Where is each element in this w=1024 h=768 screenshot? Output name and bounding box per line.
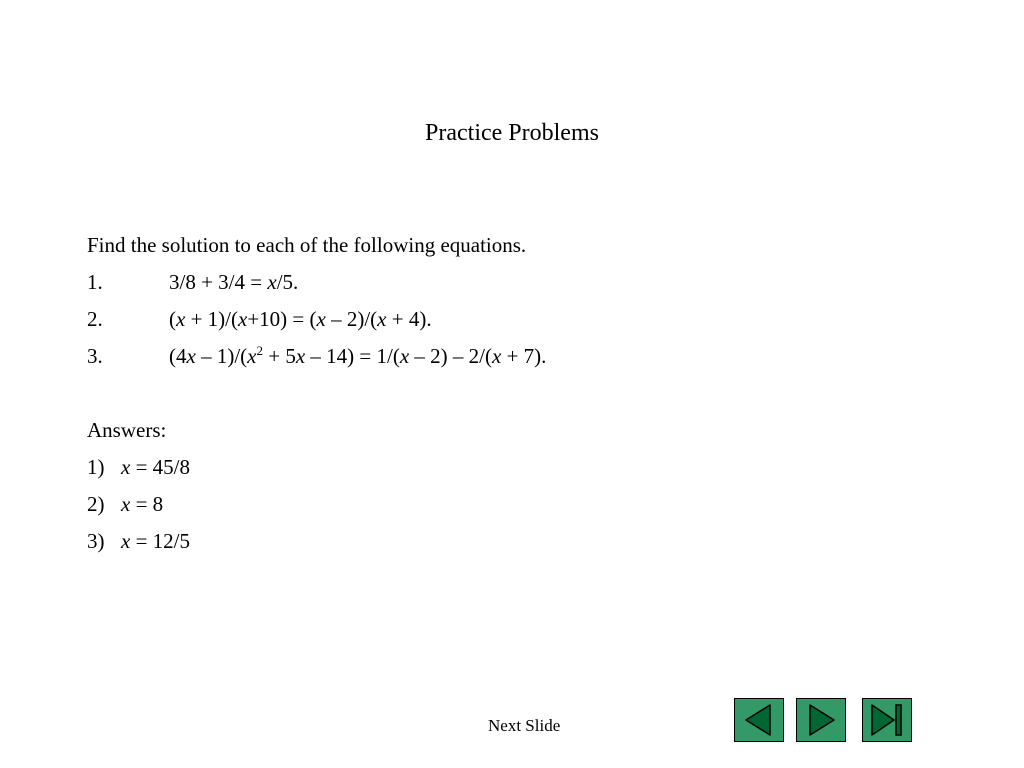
answer-number: 2) xyxy=(87,492,105,516)
problem-3 xyxy=(87,338,546,375)
answer-value: = 8 xyxy=(130,492,164,516)
problem-equation: (x + 1)/(x+10) = (x – 2)/(x + 4). xyxy=(169,307,432,331)
intro-text: Find the solution to each of the following equations. xyxy=(87,233,527,257)
answer-value: = 12/5 xyxy=(130,529,191,553)
next-slide-button[interactable] xyxy=(796,698,846,742)
answers-label: Answers: xyxy=(87,418,167,442)
problem-number: 1. xyxy=(87,270,103,294)
problem-1 xyxy=(87,264,546,301)
problem-number: 3. xyxy=(87,344,103,368)
answer-2 xyxy=(87,486,546,523)
next-slide-link[interactable]: Next Slide xyxy=(488,716,561,735)
previous-slide-button[interactable] xyxy=(734,698,784,742)
answer-number: 1) xyxy=(87,455,105,479)
problem-number: 2. xyxy=(87,307,103,331)
slide-title: Practice Problems xyxy=(425,120,599,146)
last-slide-button[interactable] xyxy=(862,698,912,742)
answer-1 xyxy=(87,449,546,486)
problem-equation: $(4x - 1)/(x^2 + 5x - 14) = 1/(x - 2) - 2/(x + 7)$. xyxy=(169,343,547,368)
problem-equation: 3/8 + 3/4 = x/5. xyxy=(169,270,299,294)
slide-body xyxy=(87,227,546,560)
answer-3 xyxy=(87,523,546,560)
answer-variable: x xyxy=(121,529,131,553)
answer-number: 3) xyxy=(87,529,105,553)
triangle-left-icon xyxy=(735,699,783,741)
problem-2 xyxy=(87,301,546,338)
answer-variable: x xyxy=(121,492,131,516)
spacer xyxy=(87,375,546,412)
skip-to-end-icon xyxy=(863,699,911,741)
answer-variable: x xyxy=(121,455,131,479)
answer-value: = 45/8 xyxy=(130,455,191,479)
triangle-right-icon xyxy=(797,699,845,741)
